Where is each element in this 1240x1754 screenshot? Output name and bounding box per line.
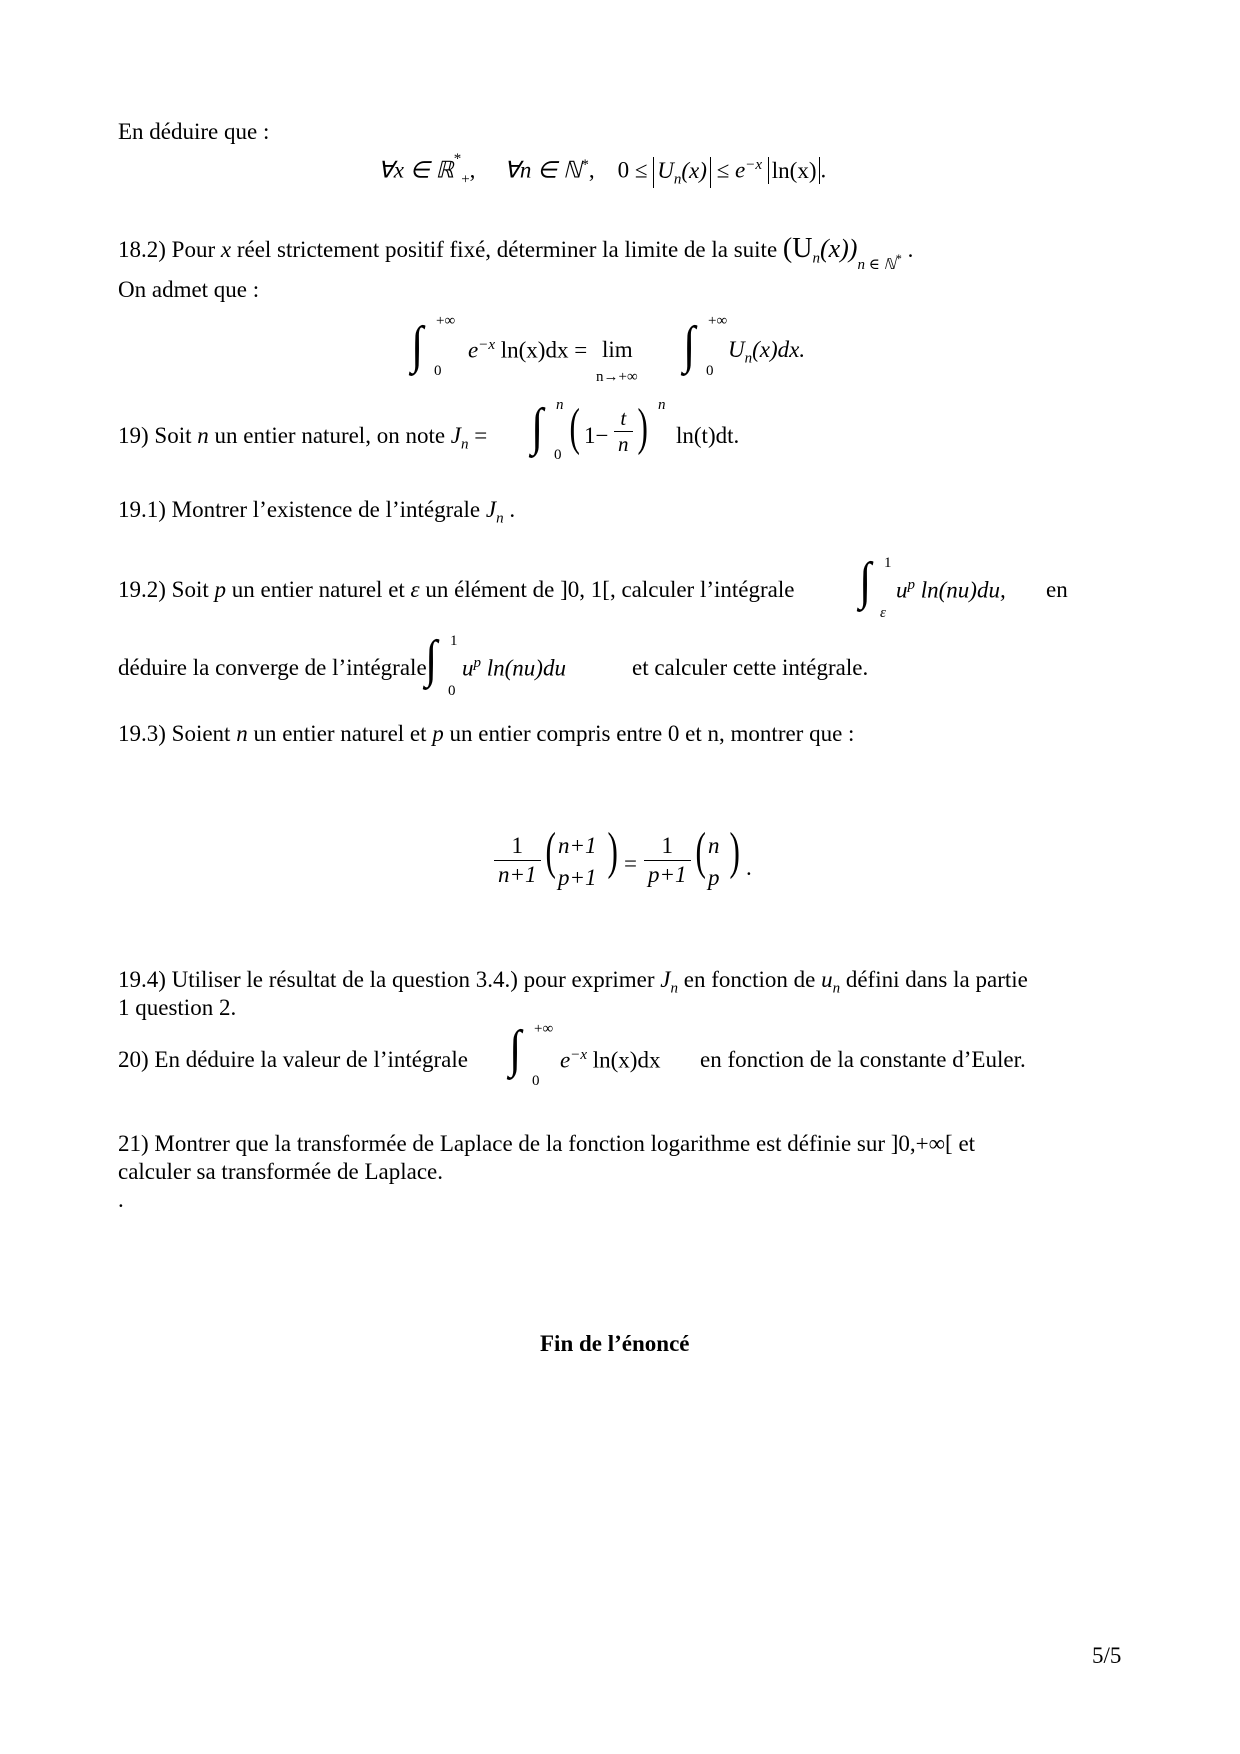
question-19: 19) Soit n un entier naturel, on note $J_n$ = ∫ n 0 ( 1− $\frac{t}{n}$ ) n ln(t)dt.: [118, 397, 740, 463]
page-number: 5/5: [1092, 1643, 1122, 1668]
question-19-2: 19.2) Soit p un entier naturel et ε un élément de ]0, 1[, calculer l’intégrale ∫ 1 ε $u^p$ ln(nu)du, en: [118, 553, 1068, 621]
question-21-cont: calculer sa transformée de Laplace.: [118, 1159, 443, 1184]
stray-dot: .: [118, 1187, 124, 1212]
equation-bound: ∀x ∈ ℝ*$_+$, ∀n ∈ ℕ*, $0 \le U_n(x) \le e^{-x}$ ln(x) .: [378, 151, 827, 188]
question-18-2: 18.2) Pour x réel strictement positif fixé, déterminer la limite de la suite $(U_n(x))_{n \in ℕ^*}$ .: [118, 233, 914, 273]
question-19-3: 19.3) Soient n un entier naturel et p un entier compris entre 0 et n, montrer que :: [118, 721, 855, 746]
question-19-4-cont: 1 question 2.: [118, 995, 237, 1020]
question-19-2-cont: déduire la converge de l’intégrale ∫ 1 0 $u^p$ ln(nu)du et calculer cette intégrale.: [118, 631, 869, 699]
equation-limit: ∫ +∞ 0 $e^{-x}$ ln(x)dx = lim n→+∞ ∫ +∞ 0 $U_n(x)dx$.: [411, 313, 806, 385]
end-of-statement: Fin de l’énoncé: [540, 1331, 690, 1356]
text-line: En déduire que :: [118, 119, 270, 144]
equation-binomial: $\frac{1}{n+1}$ ( n+1 p+1 ) = $\frac{1}{p+1}$ ( n p ) .: [494, 826, 774, 916]
question-20: 20) En déduire la valeur de l’intégrale ∫ +∞ 0 $e^{-x}$ ln(x)dx en fonction de la constante d’Euler.: [118, 1021, 1026, 1089]
text-line: On admet que :: [118, 277, 260, 302]
question-19-4: 19.4) Utiliser le résultat de la question 3.4.) pour exprimer $J_n$ en fonction de $u_n$ défini dans la partie: [118, 967, 1028, 997]
question-21: 21) Montrer que la transformée de Laplace de la fonction logarithme est définie sur ]0,+∞[ et: [118, 1131, 976, 1156]
question-19-1: 19.1) Montrer l’existence de l’intégrale $J_n$ .: [118, 497, 516, 527]
